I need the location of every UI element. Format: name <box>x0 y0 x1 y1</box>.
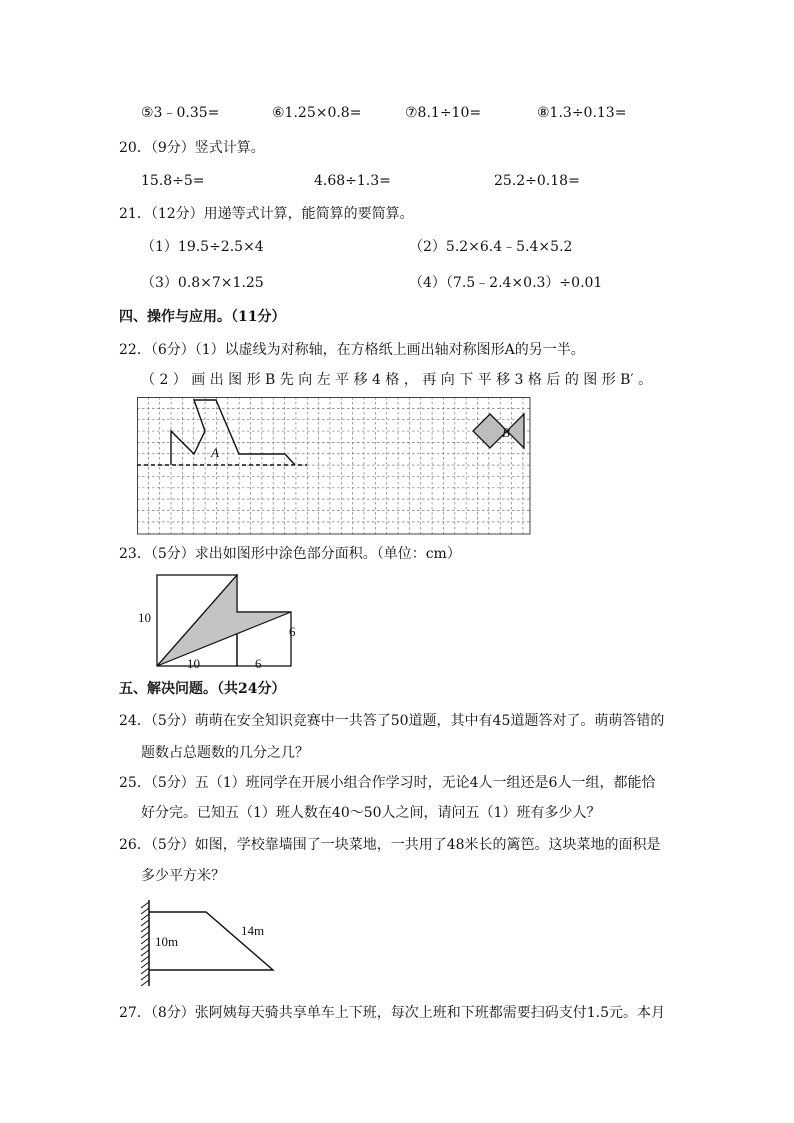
q22-line-1: 22．（6分）（1）以虚线为对称轴，在方格纸上画出轴对称图形A的另一半。 <box>119 342 585 358</box>
q24-line-1: 24．（5分）萌萌在安全知识竞赛中一共答了50道题，其中有45道题答对了。萌萌答错的 <box>119 713 665 729</box>
hatch-line <box>141 974 149 980</box>
label-slant: 14m <box>241 923 265 938</box>
hatch-line <box>141 932 149 938</box>
q20-item-2: 4.68÷1.3= <box>314 173 391 189</box>
shape-b-label: B <box>502 425 510 440</box>
q20-title: 20．（9分）竖式计算。 <box>119 140 265 156</box>
q19-item-8: ⑧1.3÷0.13= <box>537 105 627 121</box>
label-bottom-6: 6 <box>255 656 262 671</box>
label-bottom-10: 10 <box>187 656 200 671</box>
q27-line-1: 27．（8分）张阿姨每天骑共享单车上下班，每次上班和下班都需要扫码支付1.5元。本月 <box>119 1005 665 1021</box>
hatch-line <box>141 938 149 944</box>
q24-line-2: 题数占总题数的几分之几？ <box>141 745 309 761</box>
wall-hatching <box>141 902 149 986</box>
hatch-line <box>141 956 149 962</box>
q19-item-5: ⑤3﹣0.35= <box>141 105 220 121</box>
hatch-line <box>141 968 149 974</box>
q22-line-2: （ 2 ） 画 出 图 形 B 先 向 左 平 移 4 格 ， 再 向 下 平 移 3 格 后 的 图 形 B′ 。 <box>141 372 653 388</box>
label-left-10: 10 <box>138 610 151 625</box>
q19-item-6: ⑥1.25×0.8= <box>272 105 362 121</box>
q20-item-1: 15.8÷5= <box>141 173 205 189</box>
label-right-6: 6 <box>289 624 296 639</box>
hatch-line <box>141 950 149 956</box>
q25-line-2: 好分完。已知五（1）班人数在40～50人之间，请问五（1）班有多少人？ <box>141 805 601 821</box>
q21-item-3: （3）0.8×7×1.25 <box>141 275 264 291</box>
hatch-line <box>141 908 149 914</box>
q26-line-1: 26．（5分）如图，学校靠墙围了一块菜地，一共用了48米长的篱笆。这块菜地的面积是 <box>119 837 661 853</box>
q21-item-4: （4）（7.5﹣2.4×0.3）÷0.01 <box>409 275 603 291</box>
hatch-line <box>141 920 149 926</box>
hatch-line <box>141 962 149 968</box>
q25-line-1: 25．（5分）五（1）班同学在开展小组合作学习时，无论4人一组还是6人一组，都能恰 <box>119 775 656 791</box>
section-4-heading: 四、操作与应用。（11分） <box>119 309 286 325</box>
q21-item-2: （2）5.2×6.4﹣5.4×5.2 <box>409 239 573 255</box>
hatch-line <box>141 944 149 950</box>
shaded-region <box>157 575 291 666</box>
shape-a-half <box>171 400 295 465</box>
label-height: 10m <box>155 934 179 949</box>
hatch-line <box>141 926 149 932</box>
q20-item-3: 25.2÷0.18= <box>494 173 580 189</box>
q19-item-7: ⑦8.1÷10= <box>405 105 482 121</box>
q23-title: 23．（5分）求出如图形中涂色部分面积。（单位：cm） <box>119 546 461 562</box>
hatch-line <box>141 914 149 920</box>
q21-title: 21．（12分）用递等式计算，能简算的要简算。 <box>119 206 414 222</box>
section-5-heading: 五、解决问题。（共24分） <box>119 681 286 697</box>
shape-a-label: A <box>211 445 219 460</box>
hatch-line <box>141 902 149 908</box>
q26-figure <box>138 900 280 988</box>
q23-figure <box>132 570 302 674</box>
hatch-line <box>141 980 149 986</box>
q26-line-2: 多少平方米？ <box>141 868 225 884</box>
q22-grid-figure <box>137 397 531 535</box>
q21-item-1: （1）19.5÷2.5×4 <box>141 239 264 255</box>
